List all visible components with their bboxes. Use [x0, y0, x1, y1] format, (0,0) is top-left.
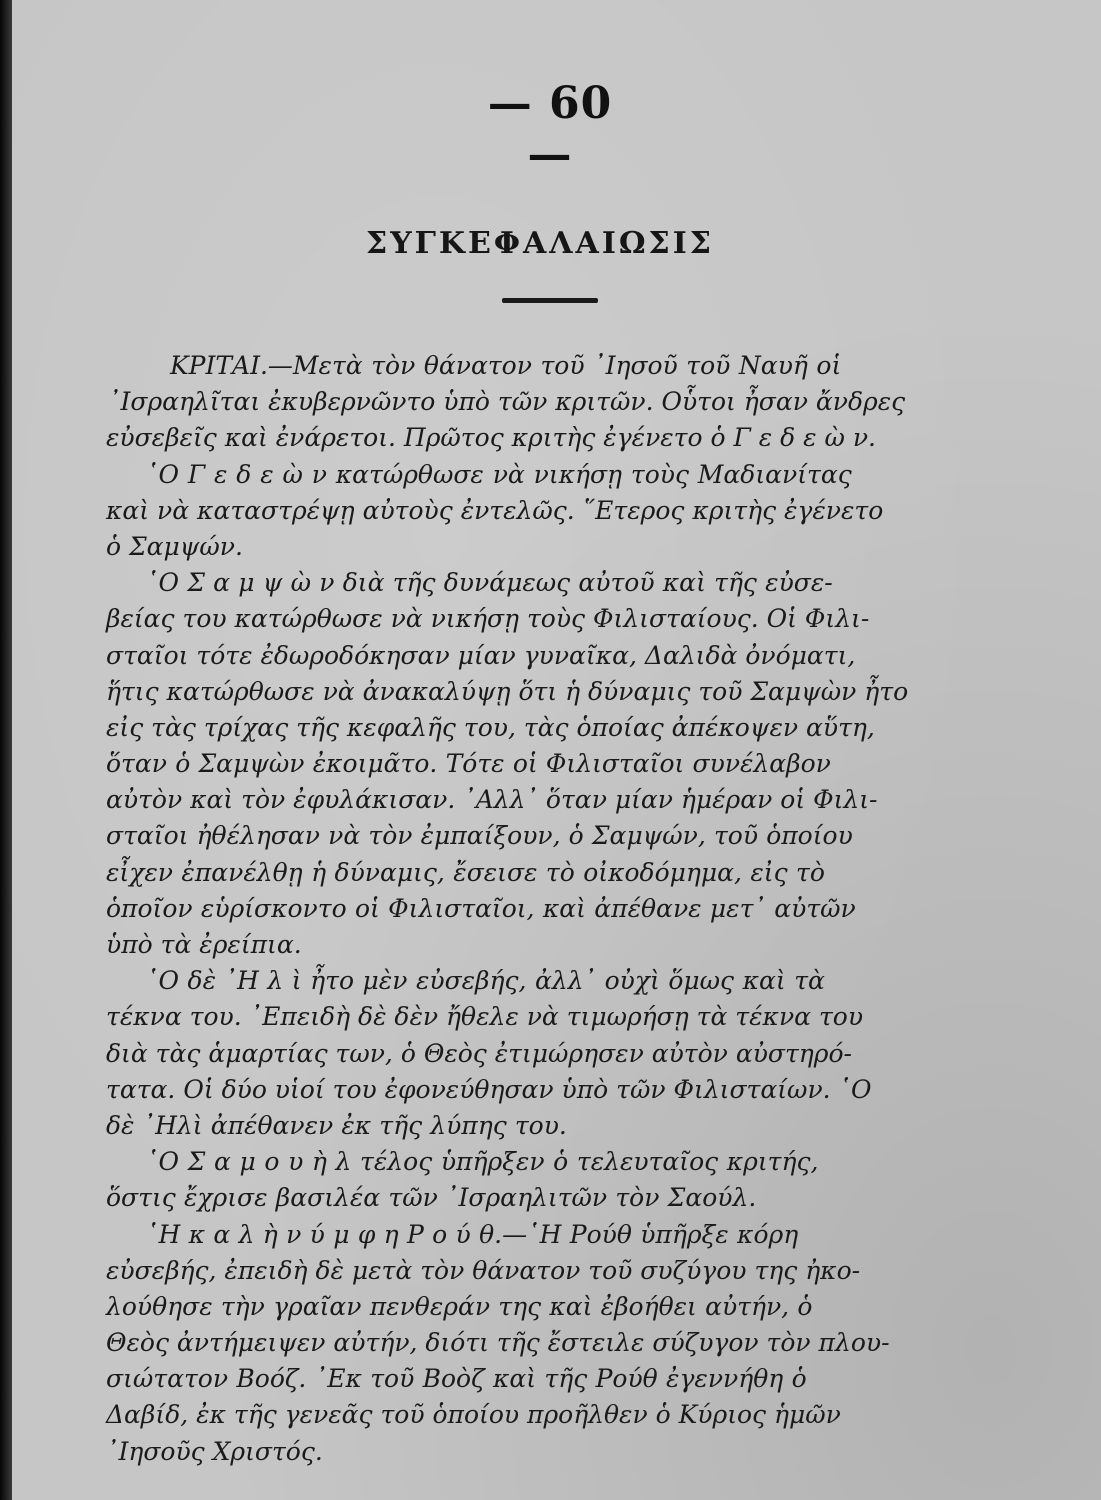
- text-line: σιώτατον Βοόζ. ᾿Εκ τοῦ Βοὸζ καὶ τῆς Ρούθ ἐγεννήθη ὁ: [106, 1364, 807, 1394]
- page-edge-shadow: [0, 0, 12, 1500]
- text-line: ῾Ο Γ ε δ ε ὼ ν κατώρθωσε νὰ νικήσῃ τοὺς Μαδιανίτας: [146, 459, 852, 489]
- text-line: ὁ Σαμψών.: [106, 531, 243, 561]
- text-line: αὐτὸν καὶ τὸν ἐφυλάκισαν. ᾿Αλλ᾿ ὅταν μίαν ἡμέραν οἱ Φιλι-: [106, 785, 878, 815]
- text-line: ΚΡΙΤΑΙ.—Μετὰ τὸν θάνατον τοῦ ᾿Ιησοῦ τοῦ Ναυῆ οἱ: [170, 351, 842, 380]
- text-line: ῾Ο Σ α μ ψ ὼ ν διὰ τῆς δυνάμεως αὐτοῦ καὶ τῆς εὐσε-: [146, 568, 833, 598]
- text-line: τέκνα του. ᾿Επειδὴ δὲ δὲν ἤθελε νὰ τιμωρήσῃ τὰ τέκνα του: [106, 1002, 864, 1032]
- heading-divider: [502, 298, 598, 303]
- text-line: τατα. Οἱ δύο υἱοί του ἐφονεύθησαν ὑπὸ τῶν Φιλισταίων. ῾Ο: [106, 1074, 872, 1104]
- text-line: Δαβίδ, ἐκ τῆς γενεᾶς τοῦ ὁποίου προῆλθεν ὁ Κύριος ἡμῶν: [106, 1400, 841, 1430]
- text-line: εὐσεβεῖς καὶ ἐνάρετοι. Πρῶτος κριτὴς ἐγένετο ὁ Γ ε δ ε ὼ ν.: [106, 423, 876, 453]
- text-line: σταῖοι ἠθέλησαν νὰ τὸν ἐμπαίξουν, ὁ Σαμψών, τοῦ ὁποίου: [106, 821, 853, 851]
- text-line: ᾿Ιησοῦς Χριστός.: [106, 1436, 323, 1466]
- text-line: εὐσεβής, ἐπειδὴ δὲ μετὰ τὸν θάνατον τοῦ συζύγου της ἠκο-: [106, 1255, 861, 1285]
- text-line: ὑπὸ τὰ ἐρείπια.: [106, 930, 302, 959]
- section-heading: ΣΥΓΚΕΦΑΛΑΙΩΣΙΣ: [365, 226, 715, 261]
- text-line: δὲ ᾿Ηλὶ ἀπέθανεν ἐκ τῆς λύπης του.: [106, 1110, 567, 1140]
- text-line: καὶ νὰ καταστρέψῃ αὐτοὺς ἐντελῶς. ῞Ετερος κριτὴς ἐγένετο: [106, 495, 884, 525]
- text-line: βείας του κατώρθωσε νὰ νικήσῃ τοὺς Φιλισταίους. Οἱ Φιλι-: [106, 604, 870, 634]
- text-line: σταῖοι τότε ἐδωροδόκησαν μίαν γυναῖκα, Δαλιδὰ ὀνόματι,: [106, 640, 856, 670]
- text-line: εἰς τὰς τρίχας τῆς κεφαλῆς του, τὰς ὁποίας ἀπέκοψεν αὕτη,: [106, 712, 875, 742]
- text-line: ὁποῖον εὑρίσκοντο οἱ Φιλισταῖοι, καὶ ἀπέθανε μετ᾿ αὐτῶν: [106, 893, 856, 923]
- text-line: ὅταν ὁ Σαμψὼν ἐκοιμᾶτο. Τότε οἱ Φιλισταῖοι συνέλαβον: [106, 749, 831, 779]
- text-line: ῾Ο δὲ ᾿Η λ ὶ ἦτο μὲν εὐσεβής, ἀλλ᾿ οὐχὶ ὅμως καὶ τὰ: [146, 966, 825, 996]
- text-line: ᾿Ισραηλῖται ἐκυβερνῶντο ὑπὸ τῶν κριτῶν. Οὗτοι ἦσαν ἄνδρες: [108, 387, 906, 417]
- text-line: ὅστις ἔχρισε βασιλέα τῶν ᾿Ισραηλιτῶν τὸν Σαούλ.: [106, 1183, 757, 1213]
- text-line: ἥτις κατώρθωσε νὰ ἀνακαλύψῃ ὅτι ἡ δύναμις τοῦ Σαμψὼν ἦτο: [106, 676, 909, 706]
- text-line: εἶχεν ἐπανέλθῃ ἡ δύναμις, ἔσεισε τὸ οἰκοδόμημα, εἰς τὸ: [106, 857, 825, 887]
- page-number: — 60 —: [487, 78, 613, 180]
- text-line: ῾Η κ α λ ὴ ν ύ μ φ η Ρ ο ύ θ.—῾Η Ρούθ ὑπῆρξε κόρη: [146, 1219, 799, 1249]
- text-line: λούθησε τὴν γραῖαν πενθεράν της καὶ ἐβοήθει αὐτήν, ὁ: [106, 1291, 813, 1321]
- text-line: Θεὸς ἀντήμειψεν αὐτήν, διότι τῆς ἔστειλε σύζυγον τὸν πλου-: [106, 1328, 890, 1358]
- summary-text: [86, 348, 974, 1470]
- text-line: ῾Ο Σ α μ ο υ ὴ λ τέλος ὑπῆρξεν ὁ τελευταῖος κριτής,: [146, 1147, 819, 1177]
- text-line: διὰ τὰς ἁμαρτίας των, ὁ Θεὸς ἐτιμώρησεν αὐτὸν αὐστηρό-: [106, 1038, 852, 1068]
